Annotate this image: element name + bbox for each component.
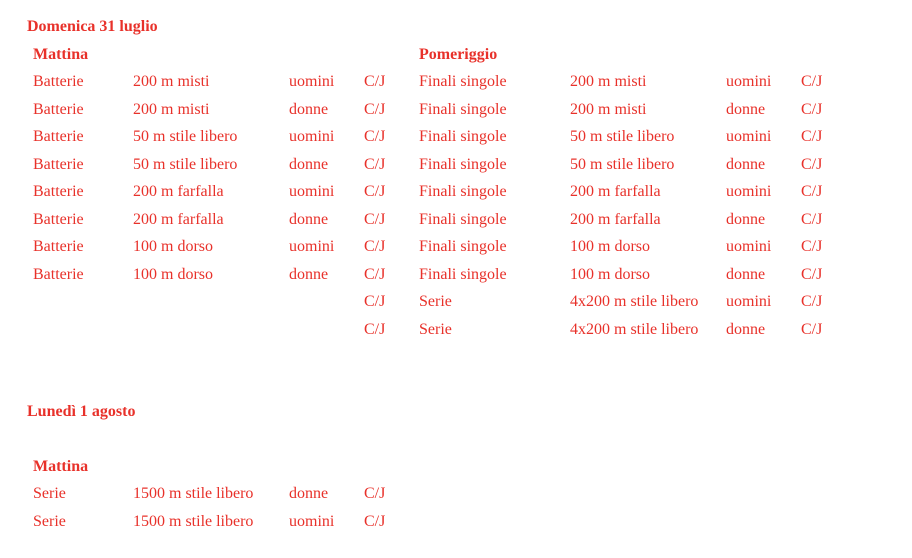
schedule-event: 200 m misti [570,73,647,90]
day-heading: Lunedì 1 agosto [27,403,136,420]
schedule-phase: Serie [419,320,452,338]
schedule-gender: donne [289,155,329,173]
schedule-phase: Batterie [33,210,84,228]
morning-heading: Mattina [33,458,89,475]
schedule-phase: Batterie [33,265,84,283]
schedule-cat: C/J [364,155,386,173]
schedule-phase: Finali singole [419,238,507,255]
schedule-gender: uomini [726,128,772,145]
schedule-phase: Finali singole [419,155,507,173]
schedule-phase: Batterie [33,73,84,90]
schedule-phase: Batterie [33,238,84,255]
schedule-gender: donne [289,100,329,118]
schedule-gender: uomini [289,512,335,530]
schedule-cat: C/J [801,293,823,310]
schedule-gender: donne [289,485,329,502]
schedule-phase: Batterie [33,128,84,145]
schedule-phase: Batterie [33,100,84,118]
schedule-cat: C/J [364,73,386,90]
schedule-gender: donne [726,100,766,118]
schedule-cat: C/J [364,512,386,530]
schedule-phase: Serie [419,293,452,310]
schedule-event: 200 m farfalla [570,183,661,200]
schedule-phase: Finali singole [419,73,507,90]
schedule-phase: Serie [33,485,66,502]
schedule-event: 50 m stile libero [133,155,238,173]
schedule-gender: donne [726,155,766,173]
schedule-event: 200 m farfalla [570,210,661,228]
schedule-gender: donne [289,210,329,228]
schedule-phase: Finali singole [419,128,507,145]
schedule-event: 100 m dorso [133,238,213,255]
schedule-gender: uomini [726,73,772,90]
schedule-gender: donne [726,265,766,283]
schedule-gender: uomini [726,238,772,255]
schedule-phase: Finali singole [419,183,507,200]
schedule-event: 1500 m stile libero [133,512,254,530]
schedule-event: 200 m misti [133,100,210,118]
schedule-phase: Finali singole [419,100,507,118]
morning-heading: Mattina [33,46,89,63]
afternoon-heading: Pomeriggio [419,46,498,63]
schedule-event: 100 m dorso [133,265,213,283]
schedule-event: 50 m stile libero [570,155,675,173]
schedule-cat: C/J [364,485,386,502]
schedule-event: 200 m farfalla [133,183,224,200]
schedule-cat: C/J [801,100,823,118]
schedule-event: 50 m stile libero [133,128,238,145]
day-heading: Domenica 31 luglio [27,18,158,35]
schedule-cat: C/J [801,183,823,200]
schedule-gender: uomini [289,128,335,145]
schedule-event: 1500 m stile libero [133,485,254,502]
schedule-cat: C/J [801,320,823,338]
schedule-phase: Serie [33,512,66,530]
schedule-phase: Finali singole [419,210,507,228]
schedule-cat: C/J [364,210,386,228]
schedule-cat: C/J [364,320,386,338]
schedule-cat: C/J [364,100,386,118]
schedule-gender: uomini [289,238,335,255]
schedule-phase: Finali singole [419,265,507,283]
schedule-event: 100 m dorso [570,238,650,255]
schedule-event: 200 m misti [570,100,647,118]
schedule-cat: C/J [364,183,386,200]
schedule-gender: uomini [726,183,772,200]
schedule-cat: C/J [801,210,823,228]
schedule-cat: C/J [801,155,823,173]
schedule-cat: C/J [801,73,823,90]
schedule-phase: Batterie [33,155,84,173]
schedule-gender: donne [726,210,766,228]
schedule-cat: C/J [364,265,386,283]
schedule-phase: Batterie [33,183,84,200]
schedule-cat: C/J [801,265,823,283]
schedule-gender: donne [289,265,329,283]
schedule-gender: uomini [289,73,335,90]
schedule-event: 4x200 m stile libero [570,293,699,310]
schedule-gender: donne [726,320,766,338]
schedule-gender: uomini [289,183,335,200]
schedule-event: 200 m farfalla [133,210,224,228]
schedule-cat: C/J [364,238,386,255]
schedule-cat: C/J [801,128,823,145]
schedule-event: 50 m stile libero [570,128,675,145]
schedule-event: 4x200 m stile libero [570,320,699,338]
schedule-event: 200 m misti [133,73,210,90]
schedule-cat: C/J [801,238,823,255]
schedule-cat: C/J [364,128,386,145]
schedule-gender: uomini [726,293,772,310]
schedule-cat: C/J [364,293,386,310]
schedule-event: 100 m dorso [570,265,650,283]
